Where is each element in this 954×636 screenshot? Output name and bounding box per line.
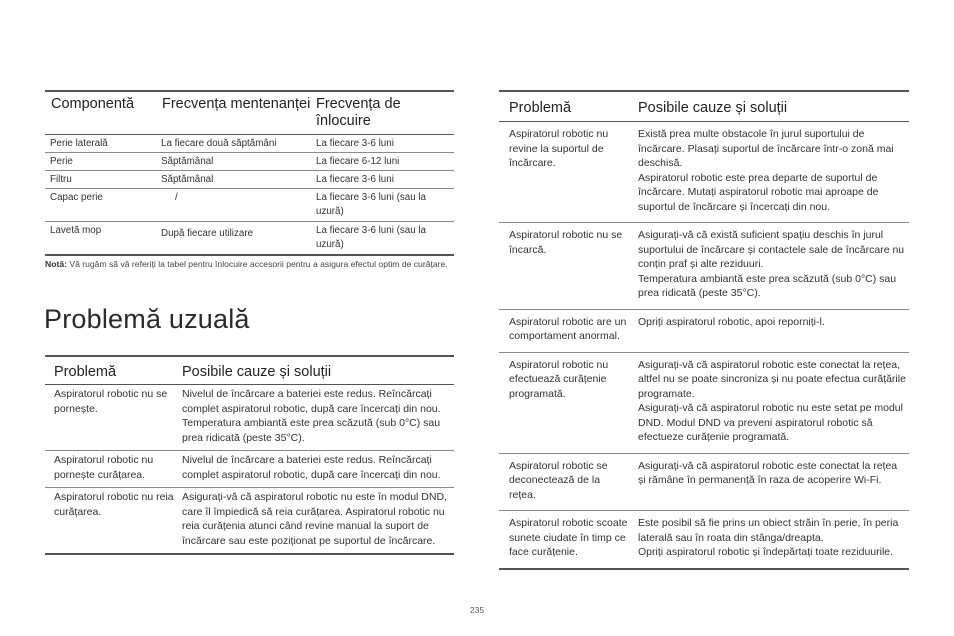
replacement-cell: La fiecare 3-6 luni xyxy=(316,138,394,149)
problems-table-right xyxy=(499,90,909,570)
causes-cell xyxy=(629,358,909,445)
header-problem: Problemă xyxy=(509,99,572,116)
cause-text: Există prea multe obstacole în jurul suportului de încărcare. Plasați suportul de încărcare într-o zonă mai deschisă. xyxy=(638,128,894,169)
cause-text: Opriți aspiratorul robotic, apoi reporniți-l. xyxy=(638,315,825,328)
problem-cell: Aspiratorul robotic se deconectează de la rețea. xyxy=(509,459,608,501)
note-text: Vă rugăm să vă referiți la tabel pentru înlocuire accesorii pentru a asigura efectul optim de curățare. xyxy=(66,259,448,269)
cause-text: Asigurați-vă că aspiratorul robotic este conectat la rețea, altfel nu se poate sincroniza și nu poate efectua curățările programate. xyxy=(638,358,906,400)
component-cell: Filtru xyxy=(50,174,72,185)
maintenance-note xyxy=(45,258,454,271)
header-causes: Posibile cauze și soluții xyxy=(182,363,332,380)
causes-cell xyxy=(629,127,909,214)
cause-text: Temperatura ambiantă este prea scăzută (sub 0°C) sau prea ridicată (peste 35°C). xyxy=(182,417,441,444)
component-cell: Lavetă mop xyxy=(50,225,102,236)
table-row xyxy=(45,135,454,153)
maintenance-table-header xyxy=(45,90,454,135)
problem-cell: Aspiratorul robotic nu pornește curățarea. xyxy=(54,454,154,481)
maintenance-cell: Săptămânal xyxy=(161,156,214,167)
table-row xyxy=(45,385,454,451)
table-row xyxy=(499,353,909,454)
component-cell: Capac perie xyxy=(50,192,103,203)
problems-table-header xyxy=(45,355,454,385)
cause-text: Aspiratorul robotic este prea departe de suportul de încărcare. Mutați aspiratorul robotic mai aproape de suportul de încărcare și încercați din nou. xyxy=(638,171,879,213)
problem-cell: Aspiratorul robotic are un comportament anormal. xyxy=(509,315,627,342)
header-component: Componentă xyxy=(51,96,135,112)
table-row xyxy=(45,488,454,555)
note-label: Notă: xyxy=(45,259,67,269)
table-row xyxy=(499,310,909,353)
table-row xyxy=(45,222,454,256)
problem-cell: Aspiratorul robotic nu reia curățarea. xyxy=(54,491,174,518)
problem-cell: Aspiratorul robotic nu efectuează curățenie programată. xyxy=(509,358,609,400)
cause-text: Temperatura ambiantă este prea scăzută (sub 0°C) sau prea ridicată (peste 35°C). xyxy=(638,272,897,299)
table-row xyxy=(499,454,909,512)
causes-cell xyxy=(629,228,909,301)
maintenance-cell: După fiecare utilizare xyxy=(161,228,254,239)
cause-text: Este posibil să fie prins un obiect străin în perie, în peria laterală sau în roata din stânga/dreapta. xyxy=(638,517,899,544)
cause-text: Asigurați-vă că există suficient spațiu deschis în jurul suportului de încărcare și contactele sale de încărcare nu conțin praf și alte reziduuri. xyxy=(638,229,905,270)
problems-table-left xyxy=(45,355,454,555)
cause-text: Nivelul de încărcare a bateriei este redus. Reîncărcați complet aspiratorul robotic, după care încercați din nou. xyxy=(182,388,441,415)
problem-cell: Aspiratorul robotic nu revine la suportul de încărcare. xyxy=(509,128,609,169)
table-row xyxy=(45,153,454,171)
component-cell: Perie laterală xyxy=(50,138,108,149)
cause-text: Asigurați-vă că aspiratorul robotic nu este în modul DND, care îl împiedică să reia curățarea. Aspiratorul robotic nu reia curățenia atunci când revine manual la suport de încărcare sau este poziționat pe suportul de încărcare. xyxy=(182,491,447,547)
table-row xyxy=(499,511,909,570)
problem-cell: Aspiratorul robotic scoate sunete ciudate în timp ce face curățenie. xyxy=(509,517,628,558)
table-row xyxy=(45,189,454,222)
maintenance-cell: / xyxy=(175,192,178,203)
problems-table-header xyxy=(499,90,909,122)
table-row xyxy=(499,122,909,223)
replacement-cell: La fiecare 3-6 luni xyxy=(316,174,394,185)
causes-cell xyxy=(629,459,909,503)
table-row xyxy=(45,451,454,488)
maintenance-table xyxy=(45,90,454,256)
problem-cell: Aspiratorul robotic nu se pornește. xyxy=(54,388,168,415)
problem-cell: Aspiratorul robotic nu se încarcă. xyxy=(509,229,623,256)
header-problem: Problemă xyxy=(54,363,117,380)
replacement-cell: La fiecare 3-6 luni (sau la uzură) xyxy=(316,225,427,250)
maintenance-cell: Săptămânal xyxy=(161,174,214,185)
maintenance-cell: La fiecare două săptămâni xyxy=(161,138,277,149)
replacement-cell: La fiecare 6-12 luni xyxy=(316,156,400,167)
replacement-cell: La fiecare 3-6 luni (sau la uzură) xyxy=(316,192,427,217)
header-causes: Posibile cauze și soluții xyxy=(638,99,788,116)
causes-cell xyxy=(174,453,454,482)
cause-text: Asigurați-vă că aspiratorul robotic nu este setat pe modul DND. Modul DND va preveni aspiratorul robotic să efectueze curățenie programată. xyxy=(638,402,903,443)
component-cell: Perie xyxy=(50,156,73,167)
section-title: Problemă uzuală xyxy=(44,304,250,334)
page-number: 235 xyxy=(469,605,485,615)
cause-text: Nivelul de încărcare a bateriei este redus. Reîncărcați complet aspiratorul robotic, după care încercați din nou. xyxy=(182,454,441,481)
table-row xyxy=(499,223,909,310)
cause-text: Opriți aspiratorul robotic și îndepărtați toate reziduurile. xyxy=(638,546,894,558)
causes-cell xyxy=(629,516,909,560)
causes-cell xyxy=(174,387,454,445)
header-maintenance-frequency: Frecvența mentenanței xyxy=(162,96,311,112)
header-replacement-frequency: Frecvența de înlocuire xyxy=(316,96,401,129)
cause-text: Asigurați-vă că aspiratorul robotic este conectat la rețea și rămâne în permanență în raza de acoperire Wi-Fi. xyxy=(638,459,898,486)
causes-cell xyxy=(174,490,454,548)
causes-cell xyxy=(629,315,909,344)
table-row xyxy=(45,171,454,189)
